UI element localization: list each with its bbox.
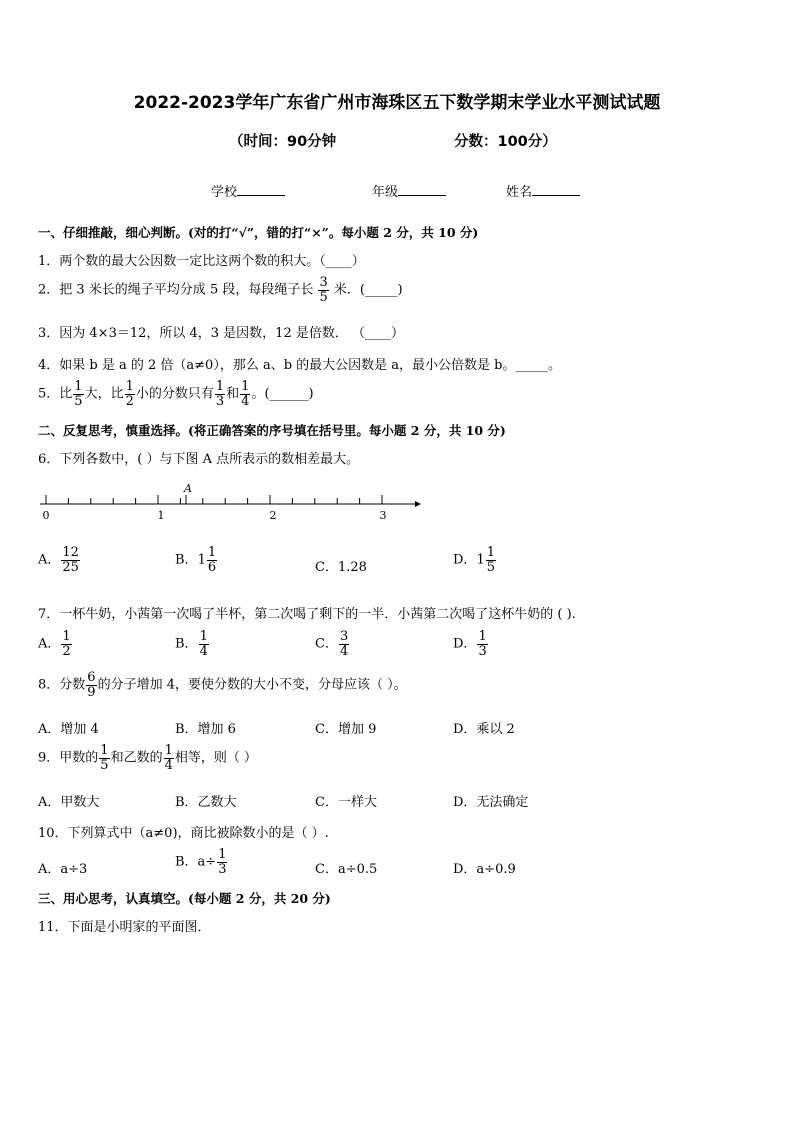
question-8: 8．分数 $\frac{6}{9}$ 的分子增加 4，要使分数的大小不变，分母应该（ ）。 <box>38 670 407 700</box>
q6-option-b[interactable]: B．1 $\frac{1}{6}$ <box>175 545 217 575</box>
question-3: 3．因为 4×3＝12，所以 4，3 是因数，12 是倍数． （____） <box>38 326 404 341</box>
tick-label-0: 0 <box>42 509 50 522</box>
question-7: 7．一杯牛奶，小茜第一次喝了半杯，第二次喝了剩下的一半．小茜第二次喝了这杯牛奶的 ( ). <box>38 607 576 622</box>
section2-heading: 二、反复思考，慎重选择。(将正确答案的序号填在括号里。每小题 2 分，共 10 分) <box>38 423 506 438</box>
question-10: 10．下列算式中（a≠0)，商比被除数小的是（ ）. <box>38 826 329 841</box>
q10-option-a[interactable]: A．a÷3 <box>38 862 88 877</box>
q10-option-c[interactable]: C．a÷0.5 <box>315 862 378 877</box>
question-1: 1．两个数的最大公因数一定比这两个数的积大。（____） <box>38 254 365 269</box>
q9-option-b[interactable]: B．乙数大 <box>175 795 237 810</box>
fraction-3-5: $\frac{3}{5}$ <box>319 275 328 305</box>
tick-label-1: 1 <box>157 509 165 522</box>
section1-heading: 一、仔细推敲，细心判断。(对的打“√”，错的打“×”。每小题 2 分，共 10 分) <box>38 225 479 240</box>
q9-option-c[interactable]: C．一样大 <box>315 795 377 810</box>
name-label: 姓名 <box>506 185 533 200</box>
page-title: 2022-2023学年广东省广州市海珠区五下数学期末学业水平测试试题 <box>133 93 661 113</box>
q9-option-d[interactable]: D．无法确定 <box>453 795 529 810</box>
school-field[interactable] <box>211 181 285 200</box>
grade-field[interactable] <box>372 181 446 200</box>
name-field[interactable] <box>506 181 580 200</box>
question-9: 9．甲数的 $\frac{1}{5}$ 和乙数的 $\frac{1}{4}$ 相等，则（ ） <box>38 743 257 773</box>
q7-option-c[interactable]: C． $\frac{3}{4}$ <box>315 629 349 659</box>
question-2: 2．把 3 米长的绳子平均分成 5 段，每段绳子长 $\frac{3}{5}$ 米．(_____) <box>38 275 403 305</box>
tick-label-3: 3 <box>379 509 387 522</box>
exam-time: （时间：90分钟 <box>229 134 337 150</box>
question-6: 6．下列各数中，( ）与下图 A 点所表示的数相差最大。 <box>38 452 360 467</box>
school-label: 学校 <box>211 185 238 200</box>
grade-label: 年级 <box>372 185 399 200</box>
tick-label-2: 2 <box>269 509 277 522</box>
q7-option-b[interactable]: B． $\frac{1}{4}$ <box>175 629 208 659</box>
q7-option-d[interactable]: D． $\frac{1}{3}$ <box>453 629 487 659</box>
q6-option-d[interactable]: D．1 $\frac{1}{5}$ <box>453 545 495 575</box>
exam-score: 分数：100分） <box>454 134 557 150</box>
q9-option-a[interactable]: A．甲数大 <box>38 795 100 810</box>
q8-option-c[interactable]: C．增加 9 <box>315 722 377 737</box>
q10-option-b[interactable]: B．a÷ $\frac{1}{3}$ <box>175 847 227 877</box>
q8-option-b[interactable]: B．增加 6 <box>175 722 236 737</box>
q10-option-d[interactable]: D．a÷0.9 <box>453 862 516 877</box>
question-11: 11．下面是小明家的平面图． <box>38 920 211 935</box>
q8-option-d[interactable]: D．乘以 2 <box>453 722 515 737</box>
question-4: 4．如果 b 是 a 的 2 倍（a≠0），那么 a、b 的最大公因数是 a，最小公倍数是 b。_____。 <box>38 358 561 373</box>
q7-option-a[interactable]: A． $\frac{1}{2}$ <box>38 629 71 659</box>
q6-option-c[interactable]: C．1.28 <box>315 560 367 575</box>
q6-option-a[interactable]: A． $\frac{12}{25}$ <box>38 545 79 575</box>
q8-option-a[interactable]: A．增加 4 <box>38 722 99 737</box>
section3-heading: 三、用心思考，认真填空。(每小题 2 分，共 20 分) <box>38 891 331 906</box>
question-5: 5．比 $\frac{1}{5}$ 大，比 $\frac{1}{2}$ 小的分数只有 $\frac{1}{3}$ 和 $\frac{1}{4}$ 。(______) <box>38 379 314 409</box>
number-line <box>30 478 430 524</box>
point-a-label: A <box>184 482 192 495</box>
